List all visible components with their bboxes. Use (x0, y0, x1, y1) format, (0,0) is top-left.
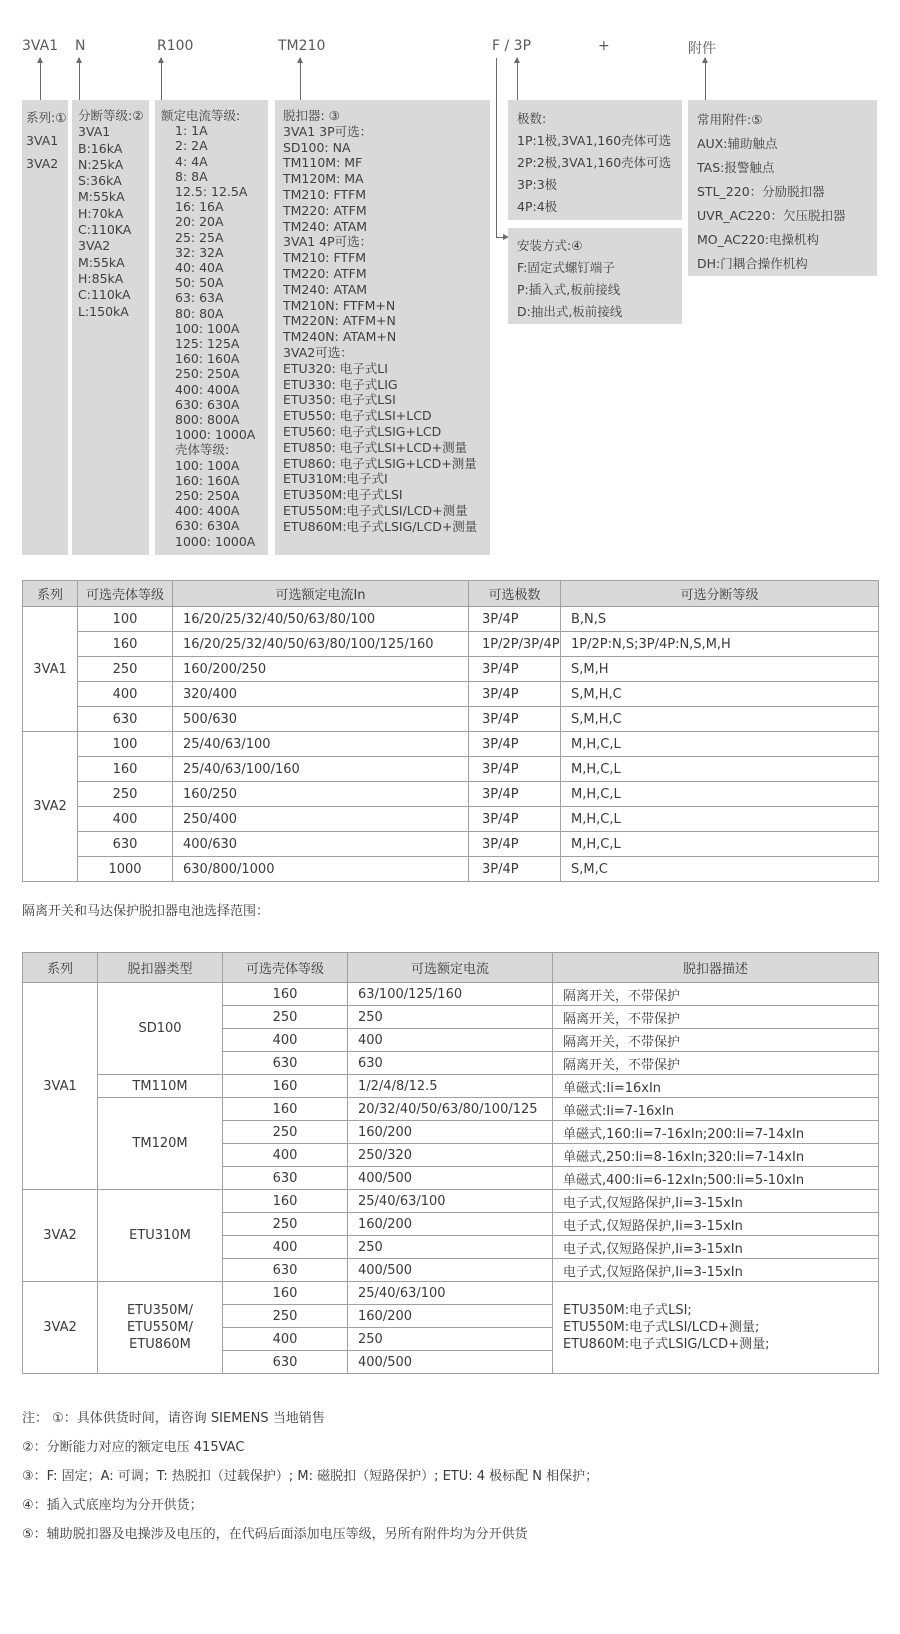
arrow-up-trip (300, 58, 301, 100)
arrow-up-poles (517, 58, 518, 100)
table-cell: 630 (348, 1052, 553, 1075)
current-box-item: 12.5: 12.5A (175, 184, 248, 200)
current-box-item: 1: 1A (175, 123, 208, 139)
table-cell: 隔离开关，不带保护 (553, 1006, 879, 1029)
current-box-item: 100: 100A (175, 320, 240, 336)
mounting-legend-box (508, 228, 682, 324)
table-cell: ETU350M:电子式LSI; ETU550M:电子式LSI/LCD+测量; ETU860M:电子式LSIG/LCD+测量; (553, 1282, 879, 1374)
table-cell: 250 (223, 1305, 348, 1328)
table-cell: 160/200 (348, 1213, 553, 1236)
column-header: 可选壳体等级 (223, 953, 348, 983)
table-cell: 单磁式:Ii=16xIn (553, 1075, 879, 1098)
table-cell: 隔离开关，不带保护 (553, 1029, 879, 1052)
table-row (23, 757, 879, 782)
table-cell: 1000 (78, 857, 173, 882)
table-cell: 3P/4P (469, 657, 561, 682)
current-box-item: 40: 40A (175, 260, 224, 276)
table-row (23, 782, 879, 807)
column-header: 系列 (23, 953, 98, 983)
trip-box-item: ETU330: 电子式LIG (283, 376, 398, 392)
table-cell: M,H,C,L (561, 757, 879, 782)
breaking-box-item: B:16kA (78, 140, 123, 156)
code-part-trip-unit: TM210 (278, 38, 326, 54)
table-cell: 250 (348, 1328, 553, 1351)
table-cell: 400/500 (348, 1167, 553, 1190)
column-header: 可选额定电流 (348, 953, 553, 983)
accessories-legend-box (688, 100, 877, 276)
table-cell: 电子式,仅短路保护,Ii=3-15xIn (553, 1236, 879, 1259)
table-row (23, 1282, 879, 1305)
acc-box-title: 常用附件:⑤ (697, 112, 763, 127)
table-row (23, 832, 879, 857)
table-row (23, 707, 879, 732)
table-cell: 100 (78, 607, 173, 632)
current-box-item: 63: 63A (175, 290, 224, 306)
trip-box-item: 3VA1 4P可选： (283, 234, 373, 250)
trip-box-item: TM220: ATFM (283, 265, 367, 281)
footnote-2: ②：分断能力对应的额定电压 415VAC (22, 1440, 245, 1455)
table-cell: 630 (223, 1052, 348, 1075)
table-cell: 400 (348, 1029, 553, 1052)
acc-box-item: DH:门耦合操作机构 (697, 256, 808, 271)
current-box-item: 32: 32A (175, 244, 224, 260)
table-cell: 63/100/125/160 (348, 983, 553, 1006)
current-box-item: 400: 400A (175, 381, 240, 397)
current-box-item: 100: 100A (175, 457, 240, 473)
trip-box-item: 3VA2可选： (283, 344, 353, 360)
trip-box-item: TM240: ATAM (283, 218, 368, 234)
table-cell: S,M,H (561, 657, 879, 682)
table-cell: 630/800/1000 (173, 857, 469, 882)
table-cell: 3P/4P (469, 607, 561, 632)
current-box-item: 50: 50A (175, 275, 224, 291)
table-cell: 250 (348, 1006, 553, 1029)
table-cell: 16/20/25/32/40/50/63/80/100/125/160 (173, 632, 469, 657)
poles-legend-box (508, 100, 682, 220)
footnote-4: ④：插入式底座均为分开供货； (22, 1498, 203, 1513)
trip-box-title: 脱扣器: ③ (283, 108, 340, 123)
table-cell: 16/20/25/32/40/50/63/80/100 (173, 607, 469, 632)
table-header-row (23, 581, 879, 607)
breaking-box-item: S:36kA (78, 173, 122, 189)
breaking-box-item: H:70kA (78, 205, 124, 221)
table-cell: 250 (78, 657, 173, 682)
arrow-up-current (161, 58, 162, 100)
table-cell: 1/2/4/8/12.5 (348, 1075, 553, 1098)
trip-box-item: TM210: FTFM (283, 250, 367, 266)
table-cell: ETU310M (98, 1190, 223, 1282)
mounting-box-title: 安装方式:④ (517, 238, 583, 253)
table-cell: 25/40/63/100 (348, 1190, 553, 1213)
table-cell: 3P/4P (469, 707, 561, 732)
series-box-item: 3VA2 (26, 156, 59, 171)
code-part-accessories: 附件 (688, 41, 716, 57)
footnote-5: ⑤：辅助脱扣器及电操涉及电压的，在代码后面添加电压等级，另所有附件均为分开供货 (22, 1527, 528, 1542)
switch-disconnector-section-label: 隔离开关和马达保护脱扣器电池选择范围： (22, 904, 270, 919)
table-row (23, 632, 879, 657)
table-cell: 250/320 (348, 1144, 553, 1167)
table-cell: 160/200/250 (173, 657, 469, 682)
table-row (23, 983, 879, 1006)
current-box-title: 额定电流等级: (161, 108, 241, 123)
table-cell: 160/250 (173, 782, 469, 807)
trip-box-item: ETU860: 电子式LSIG+LCD+测量 (283, 455, 477, 471)
table-cell: 630 (223, 1167, 348, 1190)
current-box-item: 800: 800A (175, 412, 240, 428)
series-box-title: 系列:① (26, 110, 67, 125)
table-cell: 3VA2 (23, 1190, 98, 1282)
breaking-box-item: 3VA2 (78, 238, 111, 254)
trip-box-item: ETU350: 电子式LSI (283, 392, 396, 408)
table-cell: SD100 (98, 983, 223, 1075)
table-cell: M,H,C,L (561, 782, 879, 807)
current-box-item: 1000: 1000A (175, 427, 256, 443)
current-box-item: 160: 160A (175, 351, 240, 367)
table-cell: S,M,H,C (561, 707, 879, 732)
table-cell: 400 (223, 1328, 348, 1351)
table-cell: S,M,C (561, 857, 879, 882)
table-cell: 20/32/40/50/63/80/100/125 (348, 1098, 553, 1121)
trip-box-item: TM120M: MA (283, 171, 364, 187)
breaking-box-item: M:55kA (78, 189, 125, 205)
table-cell: 3P/4P (469, 807, 561, 832)
current-box-subtitle: 壳体等级: (175, 442, 230, 458)
table-cell: 1P/2P:N,S;3P/4P:N,S,M,H (561, 632, 879, 657)
table-cell: 25/40/63/100 (173, 732, 469, 757)
breaking-box-item: M:55kA (78, 254, 125, 270)
column-header: 脱扣器描述 (553, 953, 879, 983)
table-row (23, 807, 879, 832)
acc-box-item: UVR_AC220：欠压脱扣器 (697, 208, 846, 223)
current-box-item: 160: 160A (175, 472, 240, 488)
table-cell: 160 (223, 1075, 348, 1098)
table-row (23, 1098, 879, 1121)
breaking-box-item: L:150kA (78, 303, 129, 319)
breaking-capacity-legend-box (72, 100, 149, 555)
table-cell: 隔离开关，不带保护 (553, 983, 879, 1006)
table-cell: 160 (223, 1190, 348, 1213)
table-row (23, 682, 879, 707)
poles-box-title: 极数: (517, 111, 547, 126)
table-cell: M,H,C,L (561, 807, 879, 832)
table-cell: 25/40/63/100/160 (173, 757, 469, 782)
trip-box-item: ETU850: 电子式LSI+LCD+测量 (283, 439, 468, 455)
trip-box-item: ETU860M:电子式LSIG/LCD+测量 (283, 518, 478, 534)
column-header: 系列 (23, 581, 78, 607)
trip-box-item: ETU560: 电子式LSIG+LCD (283, 423, 442, 439)
table-cell: 单磁式,250:Ii=8-16xIn;320:Ii=7-14xIn (553, 1144, 879, 1167)
column-header: 可选额定电流In (173, 581, 469, 607)
code-part-series: 3VA1 (22, 38, 59, 54)
trip-box-item: TM220: ATFM (283, 202, 367, 218)
mounting-box-item: D:抽出式,板前接线 (517, 304, 623, 319)
current-box-item: 20: 20A (175, 214, 224, 230)
table-cell: 25/40/63/100 (348, 1282, 553, 1305)
footnote-1: 注： ①：具体供货时间，请咨询 SIEMENS 当地销售 (22, 1411, 325, 1426)
trip-box-item: SD100: NA (283, 139, 351, 155)
table-row (23, 1190, 879, 1213)
code-part-rated-current: R100 (157, 38, 194, 54)
table-cell: 电子式,仅短路保护,Ii=3-15xIn (553, 1259, 879, 1282)
current-box-item: 1000: 1000A (175, 533, 256, 549)
table-cell: 160 (223, 1282, 348, 1305)
table-cell: 400/500 (348, 1351, 553, 1374)
table-cell: 630 (78, 832, 173, 857)
acc-box-item: AUX:辅助触点 (697, 136, 778, 151)
mounting-connector-vline (496, 58, 497, 238)
table-cell: 160 (223, 983, 348, 1006)
current-box-item: 250: 250A (175, 366, 240, 382)
breaking-box-item: H:85kA (78, 270, 124, 286)
table-cell: S,M,H,C (561, 682, 879, 707)
table-cell: 160/200 (348, 1121, 553, 1144)
mounting-connector-hline (496, 237, 503, 238)
trip-unit-selection-table (22, 952, 879, 1374)
column-header: 可选分断等级 (561, 581, 879, 607)
trip-box-item: 3VA1 3P可选： (283, 123, 373, 139)
table-row (23, 607, 879, 632)
table-row (23, 1075, 879, 1098)
table-cell: 3P/4P (469, 832, 561, 857)
breaking-box-item: 3VA1 (78, 124, 111, 140)
breaking-box-item: C:110KA (78, 222, 132, 238)
table-cell: 电子式,仅短路保护,Ii=3-15xIn (553, 1190, 879, 1213)
series-box-item: 3VA1 (26, 133, 59, 148)
trip-box-item: TM210: FTFM (283, 186, 367, 202)
current-box-item: 8: 8A (175, 168, 208, 184)
arrow-up-accessories (705, 58, 706, 100)
table-cell: 3VA1 (23, 607, 78, 732)
poles-box-item: 3P:3极 (517, 177, 558, 192)
table-cell: 160 (78, 757, 173, 782)
breaking-box-item: C:110kA (78, 287, 131, 303)
table-row (23, 657, 879, 682)
table-row (23, 732, 879, 757)
table-cell: 3VA2 (23, 1282, 98, 1374)
table-cell: 400/630 (173, 832, 469, 857)
trip-box-item: ETU550M:电子式LSI/LCD+测量 (283, 502, 468, 518)
table-cell: 160/200 (348, 1305, 553, 1328)
acc-box-item: STL_220：分励脱扣器 (697, 184, 825, 199)
table-cell: 160 (223, 1098, 348, 1121)
table-cell: 100 (78, 732, 173, 757)
trip-box-item: ETU550: 电子式LSI+LCD (283, 408, 432, 424)
table-cell: 630 (78, 707, 173, 732)
trip-box-item: TM110M: MF (283, 155, 363, 171)
table-cell: 3P/4P (469, 732, 561, 757)
breaking-box-title: 分断等级:② (78, 108, 144, 123)
current-box-item: 25: 25A (175, 229, 224, 245)
table-cell: 单磁式,400:Ii=6-12xIn;500:Ii=5-10xIn (553, 1167, 879, 1190)
table-cell: 3VA1 (23, 983, 98, 1190)
current-box-item: 630: 630A (175, 396, 240, 412)
table-header-row (23, 953, 879, 983)
footnote-3: ③：F: 固定；A: 可调；T: 热脱扣（过载保护）; M: 磁脱扣（短路保护）; ETU: 4 极标配 N 相保护； (22, 1469, 599, 1484)
table-cell: 630 (223, 1259, 348, 1282)
trip-box-item: ETU350M:电子式LSI (283, 487, 403, 503)
table-cell: 3P/4P (469, 857, 561, 882)
current-box-item: 125: 125A (175, 336, 240, 352)
mounting-box-item: F:固定式螺钉端子 (517, 260, 615, 275)
table-cell: M,H,C,L (561, 832, 879, 857)
table-cell: 500/630 (173, 707, 469, 732)
table-cell: 250 (348, 1236, 553, 1259)
code-part-plus: + (598, 38, 610, 54)
breaking-box-item: N:25kA (78, 156, 124, 172)
table-cell: 250 (223, 1213, 348, 1236)
poles-box-item: 2P:2极,3VA1,160壳体可选 (517, 155, 672, 170)
trip-box-item: TM240N: ATAM+N (283, 329, 397, 345)
table-cell: 400/500 (348, 1259, 553, 1282)
table-cell: 250/400 (173, 807, 469, 832)
current-box-item: 4: 4A (175, 153, 208, 169)
table-cell: 电子式,仅短路保护,Ii=3-15xIn (553, 1213, 879, 1236)
table-cell: 320/400 (173, 682, 469, 707)
column-header: 可选极数 (469, 581, 561, 607)
table-cell: B,N,S (561, 607, 879, 632)
trip-box-item: TM220N: ATFM+N (283, 313, 396, 329)
table-cell: 250 (223, 1121, 348, 1144)
table-cell: 160 (78, 632, 173, 657)
table-cell: 3VA2 (23, 732, 78, 882)
code-part-mount-poles: F / 3P (492, 38, 532, 54)
trip-box-item: TM240: ATAM (283, 281, 368, 297)
current-box-item: 2: 2A (175, 138, 208, 154)
trip-unit-legend-box (275, 100, 490, 555)
table-cell: ETU350M/ ETU550M/ ETU860M (98, 1282, 223, 1374)
current-box-item: 80: 80A (175, 305, 224, 321)
table-cell: 250 (78, 782, 173, 807)
table-cell: 400 (223, 1236, 348, 1259)
table-cell: 250 (223, 1006, 348, 1029)
trip-box-item: TM210N: FTFM+N (283, 297, 396, 313)
acc-box-item: TAS:报警触点 (697, 160, 775, 175)
column-header: 可选壳体等级 (78, 581, 173, 607)
table-cell: 1P/2P/3P/4P (469, 632, 561, 657)
column-header: 脱扣器类型 (98, 953, 223, 983)
table-cell: 单磁式:Ii=7-16xIn (553, 1098, 879, 1121)
mounting-box-item: P:插入式,板前接线 (517, 282, 621, 297)
current-box-item: 400: 400A (175, 503, 240, 519)
table-cell: 3P/4P (469, 782, 561, 807)
table-cell: 3P/4P (469, 757, 561, 782)
table-row (23, 857, 879, 882)
table-cell: 3P/4P (469, 682, 561, 707)
table-cell: TM120M (98, 1098, 223, 1190)
code-part-breaking: N (75, 38, 86, 54)
table-cell: 630 (223, 1351, 348, 1374)
table-cell: M,H,C,L (561, 732, 879, 757)
current-box-item: 250: 250A (175, 488, 240, 504)
rated-current-legend-box (155, 100, 268, 555)
poles-box-item: 1P:1极,3VA1,160壳体可选 (517, 133, 672, 148)
current-box-item: 630: 630A (175, 518, 240, 534)
poles-box-item: 4P:4极 (517, 199, 558, 214)
series-legend-box (22, 100, 68, 555)
arrow-up-series (40, 58, 41, 100)
table-cell: 隔离开关，不带保护 (553, 1052, 879, 1075)
trip-box-item: ETU310M:电子式I (283, 471, 388, 487)
footnotes (22, 1404, 878, 1549)
table-cell: 400 (223, 1144, 348, 1167)
table-cell: 400 (223, 1029, 348, 1052)
table-cell: 400 (78, 807, 173, 832)
acc-box-item: MO_AC220:电操机构 (697, 232, 820, 247)
current-box-item: 16: 16A (175, 199, 224, 215)
frame-selection-table (22, 580, 879, 882)
trip-box-item: ETU320: 电子式LI (283, 360, 388, 376)
arrow-up-breaking (79, 58, 80, 100)
table-cell: 400 (78, 682, 173, 707)
table-cell: 单磁式,160:Ii=7-16xIn;200:Ii=7-14xIn (553, 1121, 879, 1144)
table-cell: TM110M (98, 1075, 223, 1098)
